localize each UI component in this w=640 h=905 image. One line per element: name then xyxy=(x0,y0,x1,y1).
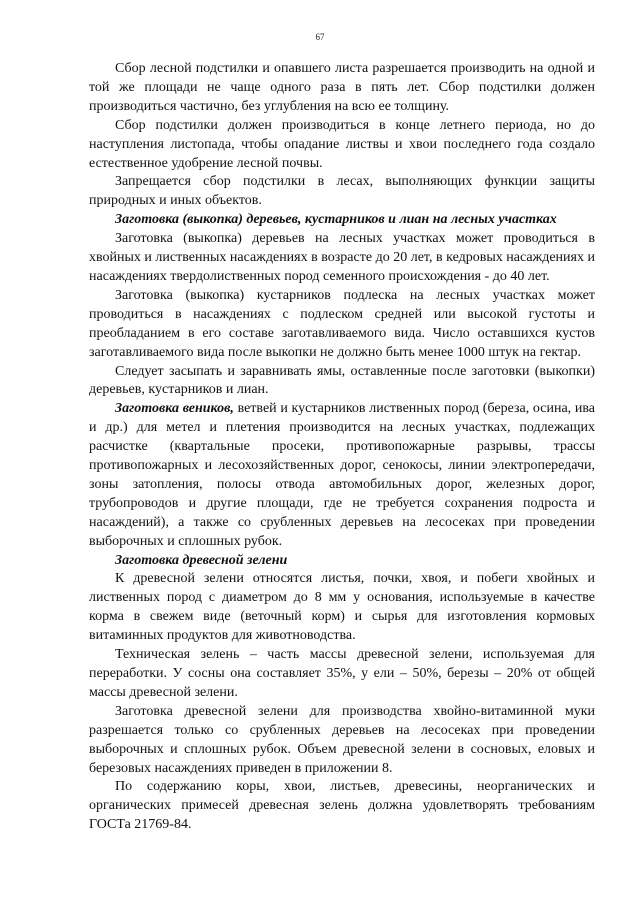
paragraph: Запрещается сбор подстилки в лесах, выполняющих функции защиты природных и иных объектов. xyxy=(89,174,595,209)
paragraph: По содержанию коры, хвои, листьев, древесины, неорганических и органических примесей древесная зелень должна удовлетворять требованиям ГОСТа 21769-84. xyxy=(89,779,595,833)
section-heading: Заготовка древесной зелени xyxy=(115,552,288,568)
paragraph: Сбор лесной подстилки и опавшего листа разрешается производить на одной и той же площади не чаще одного раза в пять лет. Сбор подстилки должен производиться частично, без углубления на всю ее толщину. xyxy=(89,61,595,114)
paragraph-text: ветвей и кустарников лиственных пород (береза, осина, ива и др.) для метел и плетения производится на лесных участках, подлежащих расчистке (квартальные просеки, противопожарные разрывы, трассы противопожарных и лесохозяйственных дорог, сенокосы, линии электропередачи, зоны затопления, полосы отвода автомобильных дорог, железных дорог, трубопроводов и другие площади, где не требуется сохранения подроста и насаждений), а также со срубленных деревьев на лесосеках при проведении выборочных и сплошных рубок. xyxy=(89,401,596,549)
document-body xyxy=(89,60,595,835)
paragraph: Заготовка древесной зелени для производства хвойно-витаминной муки разрешается только со срубленных деревьев на лесосеках при проведении выборочных и сплошных рубок. Объем древесной зелени в сосновых, еловых и березовых насаждениях приведен в приложении 8. xyxy=(89,703,595,776)
paragraph: Следует засыпать и заравнивать ямы, оставленные после заготовки (выкопки) деревьев, кустарников и лиан. xyxy=(89,363,595,398)
section-heading: Заготовка (выкопка) деревьев, кустарников и лиан на лесных участках xyxy=(115,212,557,228)
paragraph: Заготовка (выкопка) кустарников подлеска на лесных участках может проводиться в насаждениях с подлеском средней или высокой густоты и преобладанием в его составе заготавливаемого вида. Число оставшихся кустов заготавливаемого вида после выкопки не должно быть менее 1000 штук на гектар. xyxy=(89,287,595,360)
page-number: 67 xyxy=(315,32,325,42)
paragraph xyxy=(89,400,595,551)
paragraph: Заготовка (выкопка) деревьев на лесных участках может проводиться в хвойных и лиственных насаждениях в возрасте до 20 лет, в кедровых насаждениях и насаждениях твердолиственных пород семенного происхождения - до 40 лет. xyxy=(89,231,595,284)
paragraph: Техническая зелень – часть массы древесной зелени, используемая для переработки. У сосны она составляет 35%, у ели – 50%, березы – 20% от общей массы древесной зелени. xyxy=(89,647,595,700)
paragraph: Сбор подстилки должен производиться в конце летнего периода, но до наступления листопада, чтобы опадание листвы и хвои последнего года создало естественное удобрение лесной почвы. xyxy=(89,117,595,171)
paragraph: К древесной зелени относятся листья, почки, хвоя, и побеги хвойных и лиственных пород с диаметром до 8 мм у основания, используемые в качестве корма в свежем виде (веточный корм) и сырья для изготовления кормовых витаминных продуктов для животноводства. xyxy=(89,571,595,644)
lead-term: Заготовка веников, xyxy=(115,401,234,417)
